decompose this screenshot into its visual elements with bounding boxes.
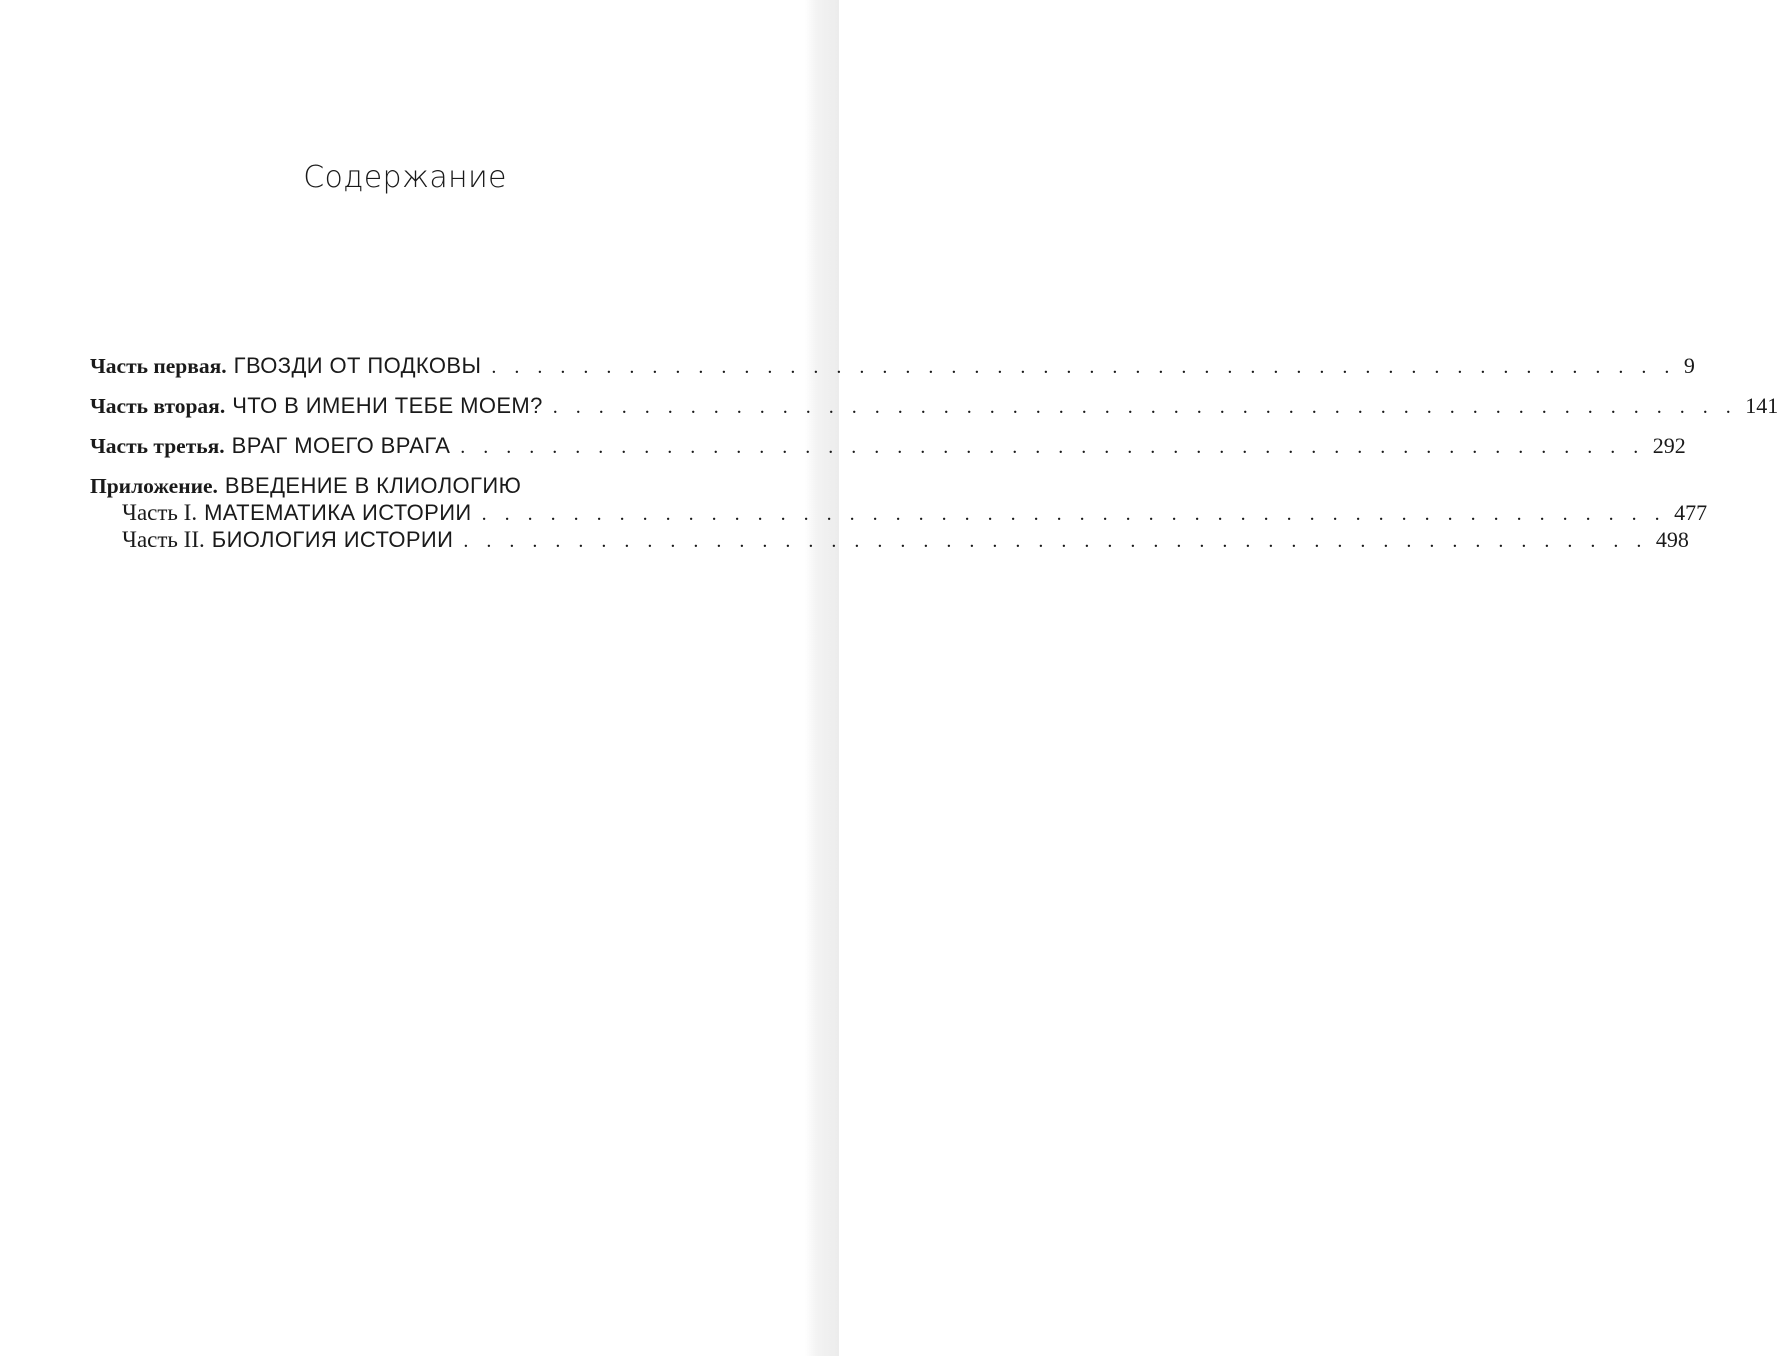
toc-entry-title: ВВЕДЕНИЕ В КЛИОЛОГИЮ — [224, 473, 522, 498]
toc-entry-label: Часть первая. — [90, 354, 227, 378]
toc-entry-part-one[interactable] — [90, 352, 1695, 379]
dot-leader: . . . . . . . . . . . . . . . . . . . . . . . . . . . . . . . . . . . . . . . . . . . . . . . . . . . . — [552, 396, 1738, 418]
toc-subentry-appendix-part-two[interactable] — [90, 526, 1689, 553]
toc-subentry-label: Часть II. — [122, 527, 205, 552]
toc-entry-page-number: 9 — [1683, 353, 1695, 378]
toc-entry-label: Часть третья. — [90, 434, 225, 458]
toc-subentry-title: БИОЛОГИЯ ИСТОРИИ — [211, 527, 454, 552]
dot-leader: . . . . . . . . . . . . . . . . . . . . . . . . . . . . . . . . . . . . . . . . . . . . . . . . . . . . — [481, 503, 1667, 525]
dot-leader: . . . . . . . . . . . . . . . . . . . . . . . . . . . . . . . . . . . . . . . . . . . . . . . . . . . . — [463, 530, 1648, 552]
toc-entry-page-number: 141 — [1745, 393, 1778, 418]
toc-entry-page-number: 292 — [1652, 433, 1686, 458]
toc-entry-title: ВРАГ МОЕГО ВРАГА — [231, 433, 451, 458]
dot-leader: . . . . . . . . . . . . . . . . . . . . . . . . . . . . . . . . . . . . . . . . . . . . . . . . . . . . — [491, 356, 1676, 378]
toc-subentry-page-number: 477 — [1674, 500, 1708, 525]
toc-subentry-page-number: 498 — [1655, 527, 1689, 552]
toc-entry-part-two[interactable] — [90, 392, 1778, 419]
toc-entry-title: ЧТО В ИМЕНИ ТЕБЕ МОЕМ? — [232, 393, 543, 418]
page-title: Содержание — [303, 160, 507, 195]
toc-entry-part-three[interactable] — [90, 432, 1686, 459]
toc-entry-label: Часть вторая. — [90, 394, 226, 418]
toc-subentry-label: Часть I. — [122, 500, 198, 525]
table-of-contents — [90, 352, 1778, 553]
toc-subentry-title: МАТЕМАТИКА ИСТОРИИ — [204, 500, 472, 525]
toc-entry-title: ГВОЗДИ ОТ ПОДКОВЫ — [233, 353, 482, 378]
toc-entry-label: Приложение. — [90, 474, 218, 498]
dot-leader: . . . . . . . . . . . . . . . . . . . . . . . . . . . . . . . . . . . . . . . . . . . . . . . . . . . . — [460, 436, 1645, 458]
toc-subentry-appendix-part-one[interactable] — [90, 499, 1708, 526]
page-edge-shadow — [805, 0, 839, 1356]
toc-entry-appendix — [90, 472, 716, 499]
